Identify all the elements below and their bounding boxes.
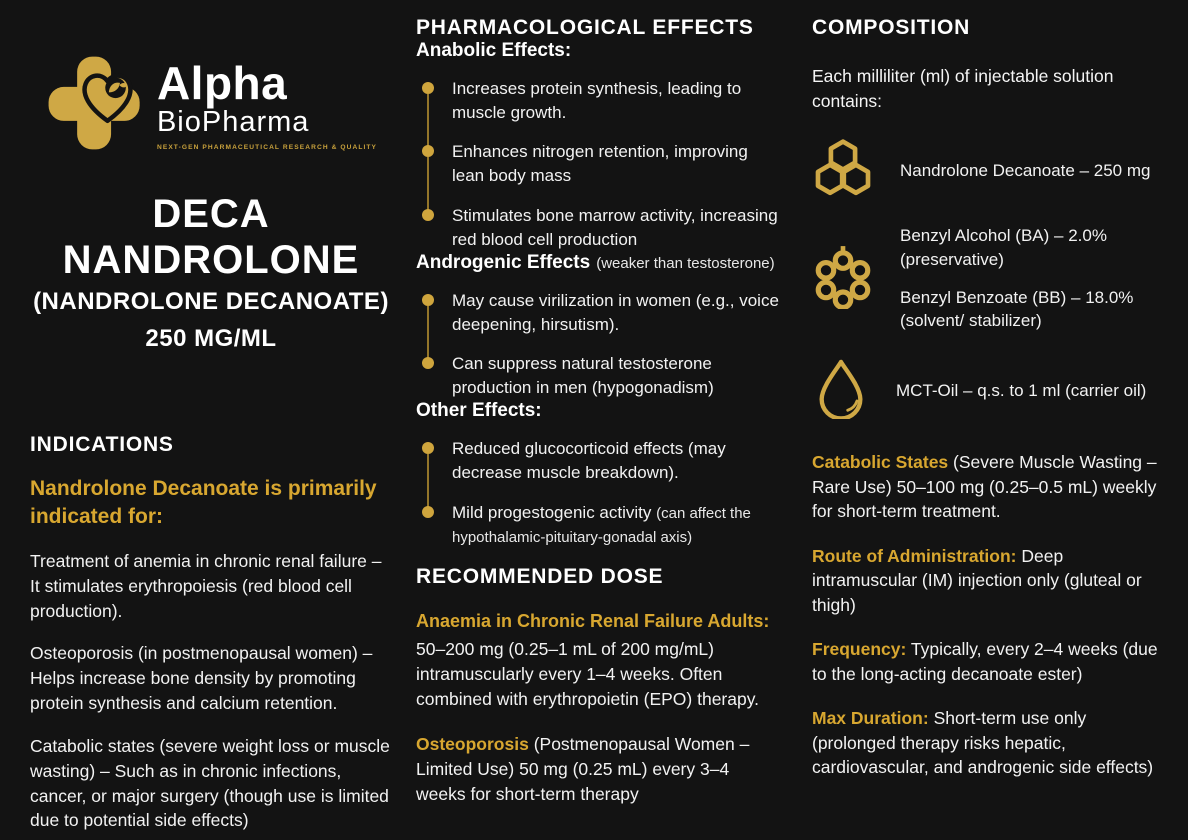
- bullet-dot-icon: [422, 209, 434, 221]
- effects-group-title: [416, 252, 780, 274]
- oil-drop-icon: [812, 357, 870, 424]
- effect-bullet-text: Increases protein synthesis, leading to muscle growth.: [452, 79, 742, 123]
- effect-bullet: [422, 289, 780, 337]
- indications-paragraph: Catabolic states (severe weight loss or muscle wasting) – Such as in chronic infections, cancer, or major surgery (though use is limited due to potential side effects): [30, 735, 390, 831]
- product-strength: 250 MG/ML: [145, 325, 277, 352]
- effect-bullet-text: May cause virilization in women (e.g., voice deepening, hirsutism).: [452, 290, 779, 334]
- admin-item: [812, 544, 1170, 618]
- indications-paragraph: Osteoporosis (in postmenopausal women) – Helps increase bone density by promoting protein synthesis and calcium retention.: [30, 643, 373, 714]
- dose-label: Osteoporosis: [416, 733, 529, 754]
- effect-bullet: [422, 204, 780, 252]
- bullet-dot-icon: [422, 357, 434, 369]
- product-subtitle: (NANDROLONE DECANOATE): [33, 288, 389, 315]
- product-title: [30, 191, 392, 283]
- honeycomb-icon: [812, 139, 874, 202]
- brand-name-primary: Alpha: [156, 56, 288, 109]
- composition-intro: Each milliliter (ml) of injectable solution contains:: [812, 66, 1114, 111]
- indications-subheading: Nandrolone Decanoate is primarily indicated for:: [30, 477, 377, 528]
- effect-bullet-note: (can affect the hypothalamic-pituitary-gonadal axis): [452, 504, 751, 546]
- bullet-dot-icon: [422, 506, 434, 518]
- dose-item: [416, 732, 780, 807]
- brand-logo: [30, 50, 392, 161]
- brand-name-secondary: BioPharma: [156, 105, 310, 138]
- composition-item: [812, 357, 1170, 424]
- effect-bullet: [422, 77, 780, 125]
- admin-label: Catabolic States: [812, 452, 949, 473]
- dose-text: (Postmenopausal Women – Limited Use) 50 mg (0.25 mL) every 3–4 weeks for short-term therapy: [416, 733, 750, 804]
- effects-group-title-text: Other Effects:: [416, 400, 542, 422]
- admin-text: Short-term use only (prolonged therapy risks hepatic, cardiovascular, and androgenic side effects): [812, 708, 1154, 778]
- brand-tagline: NEXT-GEN PHARMACEUTICAL RESEARCH & QUALITY: [156, 144, 378, 152]
- effects-group-title-note: (weaker than testosterone): [596, 254, 775, 272]
- admin-item: [812, 450, 1170, 524]
- left-column: [30, 0, 392, 833]
- dose-item: [416, 609, 780, 712]
- effect-bullet: [422, 501, 780, 549]
- effect-bullet: [422, 140, 780, 188]
- composition-item: [812, 139, 1170, 202]
- effect-bullet: [422, 352, 780, 400]
- admin-text: Deep intramuscular (IM) injection only (gluteal or thigh): [812, 545, 1142, 615]
- composition-line: Benzyl Alcohol (BA) – 2.0% (preservative): [900, 226, 1107, 269]
- admin-item: [812, 706, 1170, 780]
- effects-group-title-text: Androgenic Effects: [416, 251, 591, 273]
- middle-column: [416, 0, 780, 806]
- composition-heading: COMPOSITION: [812, 16, 971, 39]
- admin-item: [812, 637, 1170, 686]
- admin-text: (Severe Muscle Wasting – Rare Use) 50–100 mg (0.25–0.5 mL) weekly for short-term treatment.: [812, 452, 1157, 522]
- bullet-dot-icon: [422, 442, 434, 454]
- admin-label: Max Duration:: [812, 708, 929, 729]
- product-title-block: [30, 191, 392, 353]
- product-title-line2: NANDROLONE: [62, 238, 360, 282]
- molecule-icon: [812, 243, 874, 314]
- composition-line: MCT-Oil – q.s. to 1 ml (carrier oil): [896, 380, 1147, 400]
- composition-text: [896, 379, 1146, 403]
- effects-group-title: [416, 400, 780, 422]
- indications-paragraph: Treatment of anemia in chronic renal failure – It stimulates erythropoiesis (red blood cell production).: [30, 550, 382, 621]
- effects-group-other: [416, 400, 780, 549]
- effects-group-androgenic: [416, 252, 780, 401]
- pharmacological-effects-heading: PHARMACOLOGICAL EFFECTS: [416, 16, 754, 39]
- effects-bullet-list: [422, 77, 780, 252]
- dose-text: 50–200 mg (0.25–1 mL of 200 mg/mL) intramuscularly every 1–4 weeks. Often combined with erythropoietin (EPO) therapy.: [416, 639, 760, 709]
- bullet-dot-icon: [422, 82, 434, 94]
- composition-text: [900, 159, 1150, 183]
- admin-text: Typically, every 2–4 weeks (due to the long-acting decanoate ester): [812, 639, 1158, 684]
- composition-line: Nandrolone Decanoate – 250 mg: [900, 160, 1151, 180]
- effect-bullet-text: Enhances nitrogen retention, improving lean body mass: [452, 142, 748, 186]
- effects-group-anabolic: [416, 40, 780, 252]
- effects-group-title: [416, 40, 780, 62]
- bullet-dot-icon: [422, 294, 434, 306]
- product-title-line1: DECA: [152, 192, 270, 236]
- composition-line: Benzyl Benzoate (BB) – 18.0% (solvent/ stabilizer): [900, 287, 1134, 331]
- medical-cross-heart-icon: [45, 50, 145, 161]
- effects-group-title-text: Anabolic Effects:: [416, 40, 572, 61]
- section-indications: [30, 433, 392, 833]
- composition-item: [812, 224, 1170, 333]
- effect-bullet-text: Can suppress natural testosterone production in men (hypogonadism): [452, 354, 714, 398]
- effect-bullet-text: Mild progestogenic activity: [452, 502, 652, 522]
- right-column: [812, 0, 1170, 780]
- composition-text: [900, 224, 1170, 333]
- admin-label: Route of Administration:: [812, 545, 1017, 566]
- effect-bullet-text: Reduced glucocorticoid effects (may decrease muscle breakdown).: [452, 439, 726, 483]
- admin-label: Frequency:: [812, 639, 907, 660]
- effect-bullet: [422, 437, 780, 485]
- effects-bullet-list: [422, 437, 780, 549]
- dose-label: Anaemia in Chronic Renal Failure Adults:: [416, 610, 770, 631]
- indications-heading: INDICATIONS: [30, 433, 174, 456]
- bullet-dot-icon: [422, 145, 434, 157]
- recommended-dose-heading: RECOMMENDED DOSE: [416, 564, 664, 588]
- effect-bullet-text: Stimulates bone marrow activity, increasing red blood cell production: [452, 205, 778, 249]
- brand-name: [156, 56, 378, 152]
- effects-bullet-list: [422, 289, 780, 401]
